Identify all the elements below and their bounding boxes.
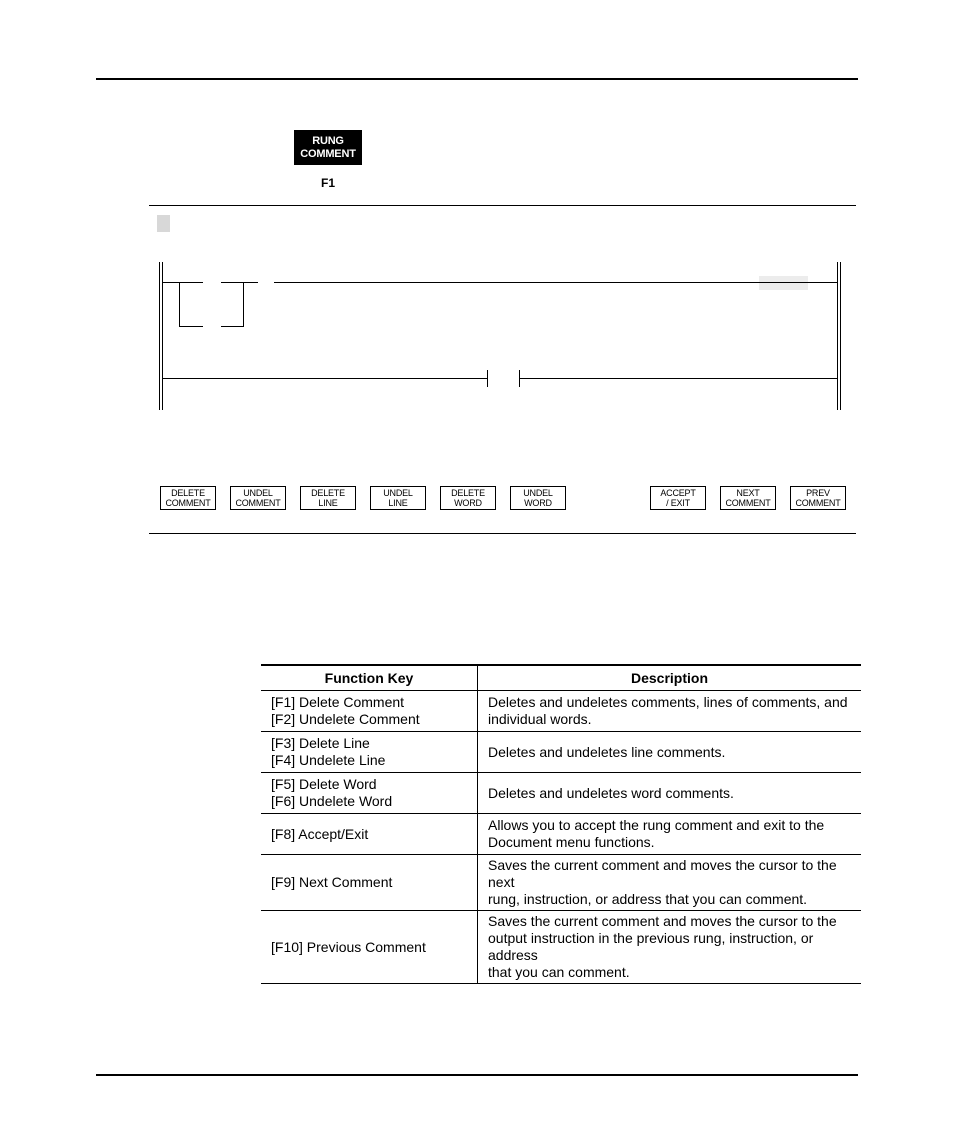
description-cell bbox=[478, 691, 862, 732]
description-text: Deletes and undeletes comments, lines of comments, and bbox=[488, 694, 848, 710]
key-text: [F9] Next Comment bbox=[271, 874, 393, 890]
description-cell bbox=[478, 732, 862, 773]
ladder-diagram bbox=[0, 0, 954, 470]
key-text: [F6] Undelete Word bbox=[271, 793, 393, 809]
header-function-key: Function Key bbox=[261, 665, 478, 691]
description-cell bbox=[478, 814, 862, 855]
description-text: Saves the current comment and moves the cursor to the next bbox=[488, 857, 837, 890]
description-cell bbox=[478, 855, 862, 911]
softkey-delete-comment[interactable]: DELETE COMMENT bbox=[160, 486, 216, 510]
description-text: output instruction in the previous rung, instruction, or address bbox=[488, 930, 814, 963]
key-text: [F2] Undelete Comment bbox=[271, 711, 420, 727]
table-row bbox=[261, 732, 861, 773]
key-text: [F1] Delete Comment bbox=[271, 694, 405, 710]
key-function-number: F1 bbox=[320, 176, 335, 190]
softkey-delete-word[interactable]: DELETE WORD bbox=[440, 486, 496, 510]
softkey-undel-word[interactable]: UNDEL WORD bbox=[510, 486, 566, 510]
table-row bbox=[261, 773, 861, 814]
softkey-undel-comment[interactable]: UNDEL COMMENT bbox=[230, 486, 286, 510]
description-text: Deletes and undeletes word comments. bbox=[488, 784, 734, 801]
function-key-table bbox=[261, 664, 861, 984]
description-text: rung, instruction, or address that you can comment. bbox=[488, 891, 808, 907]
table-row bbox=[261, 855, 861, 911]
table-row bbox=[261, 911, 861, 984]
softkey-undel-line[interactable]: UNDEL LINE bbox=[370, 486, 426, 510]
key-text: [F10] Previous Comment bbox=[271, 938, 426, 955]
key-label-line2: COMMENT bbox=[300, 147, 356, 160]
header-description: Description bbox=[478, 665, 862, 691]
softkey-prev-comment[interactable]: PREV COMMENT bbox=[790, 486, 846, 510]
description-cell bbox=[478, 911, 862, 984]
table-row bbox=[261, 814, 861, 855]
description-text: Allows you to accept the rung comment and exit to the bbox=[488, 817, 825, 833]
key-text: [F5] Delete Word bbox=[271, 776, 377, 792]
description-text: Saves the current comment and moves the cursor to the bbox=[488, 913, 837, 929]
key-text: [F8] Accept/Exit bbox=[271, 825, 369, 842]
softkey-accept-exit[interactable]: ACCEPT / EXIT bbox=[650, 486, 706, 510]
bottom-rule bbox=[96, 1074, 858, 1076]
softkey-delete-line[interactable]: DELETE LINE bbox=[300, 486, 356, 510]
description-text: that you can comment. bbox=[488, 964, 630, 980]
softkey-next-comment[interactable]: NEXT COMMENT bbox=[720, 486, 776, 510]
key-cell bbox=[261, 814, 478, 855]
screen-bottom-rule bbox=[149, 533, 856, 534]
description-text: individual words. bbox=[488, 711, 592, 727]
key-cell bbox=[261, 691, 478, 732]
key-text: [F3] Delete Line bbox=[271, 735, 370, 751]
description-text: Document menu functions. bbox=[488, 834, 655, 850]
key-text: [F4] Undelete Line bbox=[271, 752, 386, 768]
description-cell bbox=[478, 773, 862, 814]
key-cell bbox=[261, 773, 478, 814]
description-text: Deletes and undeletes line comments. bbox=[488, 743, 726, 760]
key-cell bbox=[261, 911, 478, 984]
key-cell bbox=[261, 732, 478, 773]
table-row bbox=[261, 691, 861, 732]
table-header-row bbox=[261, 665, 861, 691]
key-cell bbox=[261, 855, 478, 911]
key-label-line1: RUNG bbox=[312, 134, 344, 147]
